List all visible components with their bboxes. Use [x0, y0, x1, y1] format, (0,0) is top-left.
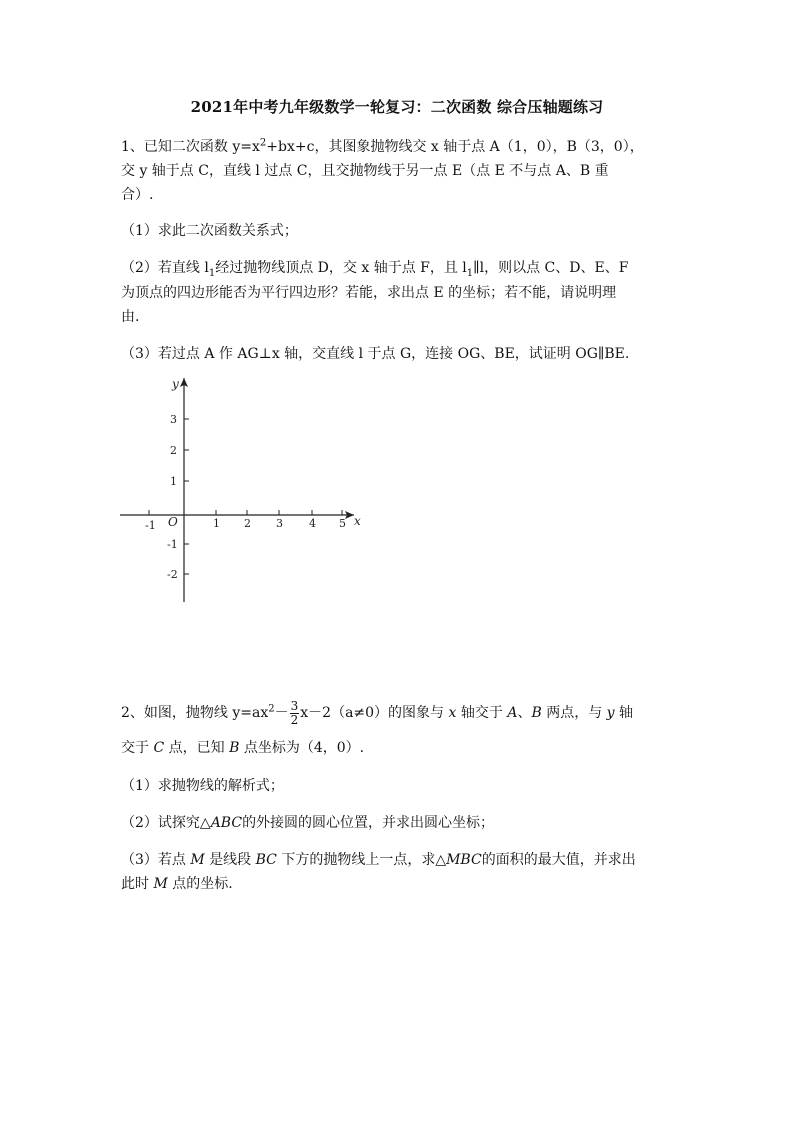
x-tick-label: -1 [145, 519, 156, 532]
superscript: 2 [259, 137, 267, 149]
var-MBC: MBC [446, 852, 482, 868]
var-x: x [448, 705, 457, 721]
subscript: 1 [208, 267, 216, 279]
q2-text: 、 [517, 705, 532, 721]
var-B: B [531, 705, 542, 721]
q2-part2-text: （2）试探究△ [121, 815, 211, 831]
q1-part2-text: 经过抛物线顶点 D，交 x 轴于点 F，且 l [215, 260, 467, 276]
q1-part2-text: ∥l，则以点 C、D、E、F [473, 260, 629, 276]
q1-line3: 合）. [121, 187, 154, 203]
q2-text: 两点，与 [541, 705, 607, 721]
var-C: C [153, 740, 165, 756]
var-BC: BC [255, 852, 277, 868]
y-tick-label: -1 [167, 538, 178, 551]
y-tick-label: 1 [170, 475, 177, 488]
q2-part2-text: 的外接圆的圆心位置，并求出圆心坐标； [242, 815, 495, 831]
q2-part3-text: 的面积的最大值，并求出 [481, 852, 636, 868]
q2-part3-text: （3）若点 [121, 852, 191, 868]
q1-line1 [121, 135, 677, 159]
x-axis-label: x [354, 514, 361, 528]
q2-line2 [121, 736, 677, 760]
q2-part2 [121, 811, 677, 835]
x-tick-label: 2 [244, 517, 251, 530]
superscript: 2 [268, 703, 275, 715]
var-A: A [507, 705, 518, 721]
q2-part3-text: 点的坐标. [167, 876, 233, 892]
q1-part2-text: （2）若直线 l [121, 260, 209, 276]
q1-line2: 交 y 轴于点 C，直线 l 过点 C，且交抛物线于另一点 E（点 E 不与点 A、B 重 [121, 163, 609, 179]
q1-part1: （1）求此二次函数关系式； [121, 223, 298, 239]
q2-part3-line1 [121, 848, 677, 872]
q2-part3-text: 此时 [121, 876, 154, 892]
var-y: y [606, 705, 615, 721]
q2-text: 轴 [614, 705, 634, 721]
var-M: M [190, 852, 205, 868]
q2-text: 点坐标为（4，0）. [239, 740, 365, 756]
y-tick-label: -2 [167, 568, 178, 581]
q2-line1 [121, 698, 681, 728]
q2-text: 点，已知 [164, 740, 230, 756]
var-ABC: ABC [210, 815, 243, 831]
fraction-numerator: 3 [290, 698, 299, 713]
coordinate-axes-figure [114, 372, 374, 607]
origin-label: O [168, 515, 178, 529]
q2-part3-text: 下方的抛物线上一点，求△ [276, 852, 447, 868]
x-tick-label: 3 [276, 517, 283, 530]
fraction [290, 700, 300, 727]
q1-part2-line3: 由. [121, 309, 140, 325]
q1-part2-line2: 为顶点的四边形能否为平行四边形？若能，求出点 E 的坐标；若不能，请说明理 [121, 285, 617, 301]
x-tick-label: 1 [213, 517, 220, 530]
var-B: B [229, 740, 240, 756]
q2-part1: （1）求抛物线的解析式； [121, 778, 284, 794]
q1-part2-line1 [121, 256, 677, 280]
q2-text: x－2（a≠0）的图象与 [300, 705, 449, 721]
fraction-denominator: 2 [290, 712, 299, 727]
x-tick-label: 5 [339, 517, 346, 530]
q2-text: 2、如图，抛物线 y=ax [121, 705, 269, 721]
var-M: M [153, 876, 168, 892]
y-tick-label: 2 [170, 444, 177, 457]
subscript: 1 [466, 267, 474, 279]
q2-part3-line2 [121, 872, 677, 896]
x-tick-label: 4 [309, 517, 316, 530]
y-tick-label: 3 [170, 413, 177, 426]
q2-text: 交于 [121, 740, 154, 756]
q1-part3: （3）若过点 A 作 AG⊥x 轴，交直线 l 于点 G，连接 OG、BE，试证明 OG∥BE. [121, 346, 630, 362]
q2-part3-text: 是线段 [204, 852, 256, 868]
page-title: 2021年中考九年级数学一轮复习：二次函数 综合压轴题练习 [190, 98, 604, 116]
q1-text: +bx+c，其图象抛物线交 x 轴于点 A（1，0），B（3，0）， [266, 139, 644, 155]
minus-sign: － [274, 705, 289, 721]
q2-text: 轴交于 [456, 705, 508, 721]
y-axis-label: y [172, 377, 179, 391]
q1-text: 1、已知二次函数 y=x [121, 139, 260, 155]
